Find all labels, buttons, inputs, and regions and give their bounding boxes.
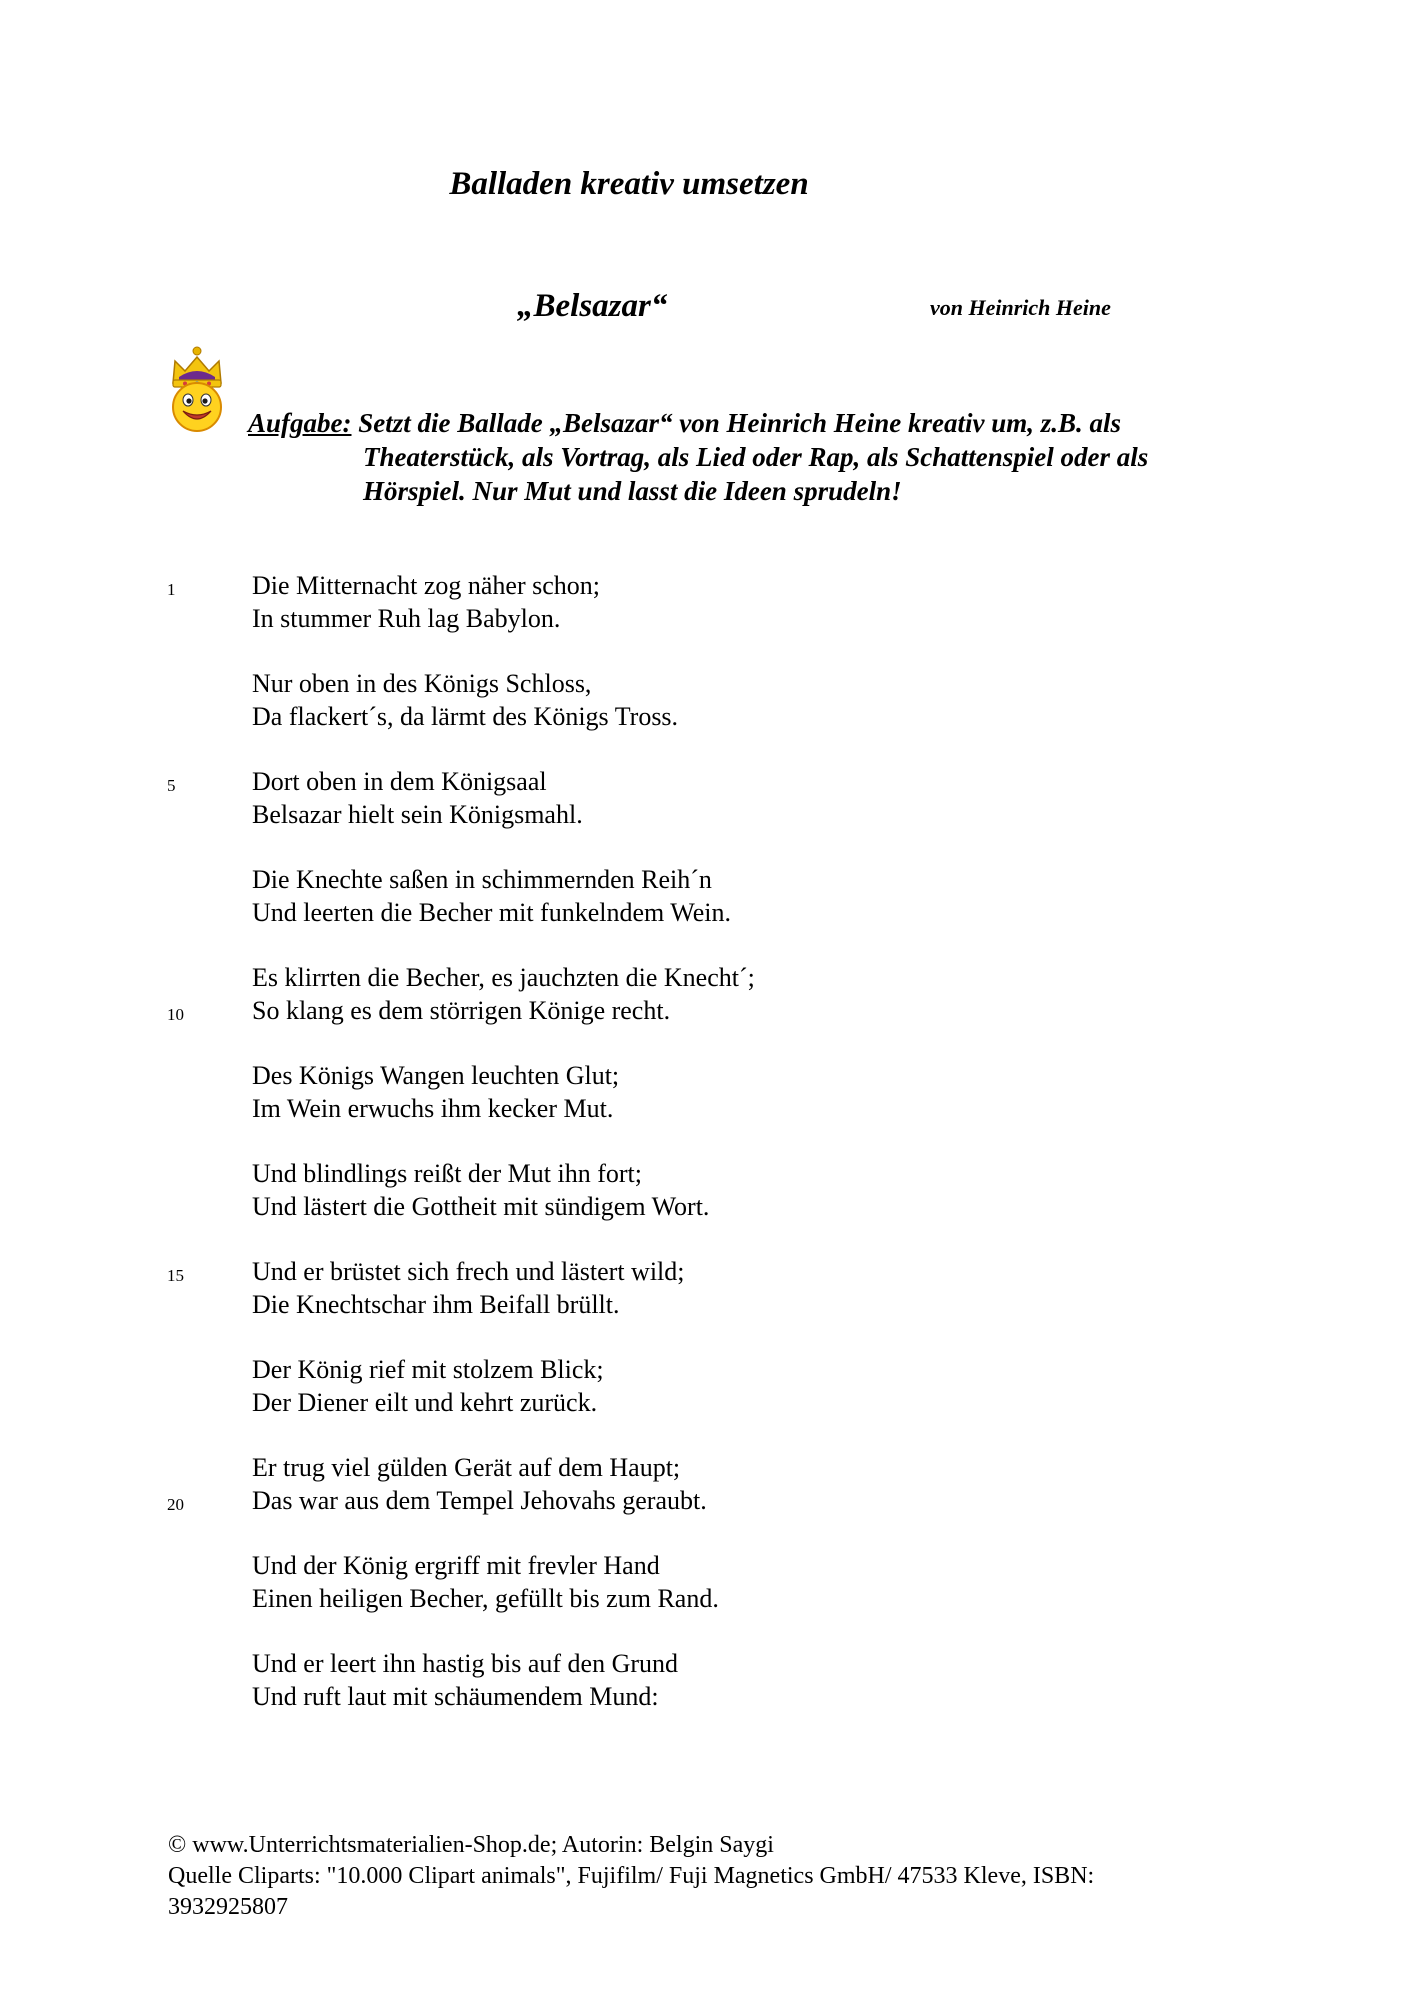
poem-line	[0, 571, 1414, 604]
poem-line	[0, 800, 1414, 833]
poem-line	[0, 604, 1414, 637]
clipart-source-line: Quelle Cliparts: "10.000 Clipart animals", Fujifilm/ Fuji Magnetics GmbH/ 47533 Kleve, ISBN:	[168, 1863, 1095, 1889]
verse-text: Und ruft laut mit schäumendem Mund:	[252, 1682, 659, 1711]
verse-text: Er trug viel gülden Gerät auf dem Haupt;	[252, 1453, 681, 1482]
verse-text: Der König rief mit stolzem Blick;	[252, 1355, 604, 1384]
poem-line	[0, 767, 1414, 800]
stanza-gap	[0, 1127, 1414, 1159]
poem-line	[0, 1159, 1414, 1192]
line-number: 5	[167, 776, 176, 795]
verse-text: Im Wein erwuchs ihm kecker Mut.	[252, 1094, 614, 1123]
verse-text: Und blindlings reißt der Mut ihn fort;	[252, 1159, 642, 1188]
poem-line	[0, 1649, 1414, 1682]
task-line-1: Setzt die Ballade „Belsazar“ von Heinrich Heine kreativ um, z.B. als	[351, 408, 1122, 438]
stanza-gap	[0, 1029, 1414, 1061]
verse-text: Die Mitternacht zog näher schon;	[252, 571, 600, 600]
poem-line	[0, 898, 1414, 931]
line-number: 15	[167, 1266, 184, 1285]
stanza-gap	[0, 735, 1414, 767]
task-line-2: Theaterstück, als Vortrag, als Lied oder Rap, als Schattenspiel oder als	[363, 442, 1149, 472]
poem-line	[0, 1257, 1414, 1290]
line-number: 20	[167, 1495, 184, 1514]
copyright-line: © www.Unterrichtsmaterialien-Shop.de; Autorin: Belgin Saygi	[168, 1832, 774, 1858]
verse-text: Und der König ergriff mit frevler Hand	[252, 1551, 660, 1580]
poem-line	[0, 1682, 1414, 1715]
ballad-title: „Belsazar“	[517, 288, 668, 324]
poem-line	[0, 996, 1414, 1029]
verse-text: Und leerten die Becher mit funkelndem Wein.	[252, 898, 731, 927]
line-number: 10	[167, 1005, 184, 1024]
task-line-3: Hörspiel. Nur Mut und lasst die Ideen sprudeln!	[363, 476, 902, 506]
verse-text: So klang es dem störrigen Könige recht.	[252, 996, 671, 1025]
poem-line	[0, 1094, 1414, 1127]
verse-text: Und er leert ihn hastig bis auf den Grund	[252, 1649, 679, 1678]
poem-line	[0, 865, 1414, 898]
poem-line	[0, 1061, 1414, 1094]
poem-line	[0, 1192, 1414, 1225]
verse-text: Die Knechtschar ihm Beifall brüllt.	[252, 1290, 620, 1319]
poem-line	[0, 963, 1414, 996]
verse-text: Des Königs Wangen leuchten Glut;	[252, 1061, 620, 1090]
stanza-gap	[0, 1323, 1414, 1355]
verse-text: Belsazar hielt sein Königsmahl.	[252, 800, 583, 829]
verse-text: Der Diener eilt und kehrt zurück.	[252, 1388, 598, 1417]
crowned-smiley-icon	[165, 345, 229, 435]
stanza-gap	[0, 1225, 1414, 1257]
stanza-gap	[0, 637, 1414, 669]
verse-text: Da flackert´s, da lärmt des Königs Tross.	[252, 702, 679, 731]
footer	[168, 1830, 1288, 1923]
verse-text: Es klirrten die Becher, es jauchzten die Knecht´;	[252, 963, 755, 992]
verse-text: Nur oben in des Königs Schloss,	[252, 669, 592, 698]
task-instructions	[248, 406, 1258, 508]
verse-text: Die Knechte saßen in schimmernden Reih´n	[252, 865, 712, 894]
poem-line	[0, 1290, 1414, 1323]
verse-text: Dort oben in dem Königsaal	[252, 767, 547, 796]
poem-line	[0, 1355, 1414, 1388]
poem-line	[0, 1486, 1414, 1519]
line-number: 1	[167, 580, 176, 599]
verse-text: Und lästert die Gottheit mit sündigem Wort.	[252, 1192, 710, 1221]
stanza-gap	[0, 1617, 1414, 1649]
stanza-gap	[0, 833, 1414, 865]
poem	[0, 571, 1414, 1715]
isbn-line: 3932925807	[168, 1894, 288, 1920]
verse-text: Einen heiligen Becher, gefüllt bis zum Rand.	[252, 1584, 719, 1613]
author-name: von Heinrich Heine	[930, 295, 1111, 320]
poem-line	[0, 702, 1414, 735]
page-heading-text: Balladen kreativ umsetzen	[449, 166, 809, 202]
poem-line	[0, 1551, 1414, 1584]
poem-line	[0, 1584, 1414, 1617]
poem-line	[0, 1388, 1414, 1421]
stanza-gap	[0, 931, 1414, 963]
stanza-gap	[0, 1421, 1414, 1453]
verse-text: Das war aus dem Tempel Jehovahs geraubt.	[252, 1486, 707, 1515]
verse-text: In stummer Ruh lag Babylon.	[252, 604, 561, 633]
task-label: Aufgabe:	[248, 408, 352, 438]
page-heading	[0, 166, 1414, 203]
stanza-gap	[0, 1519, 1414, 1551]
poem-line	[0, 669, 1414, 702]
poem-line	[0, 1453, 1414, 1486]
verse-text: Und er brüstet sich frech und lästert wild;	[252, 1257, 685, 1286]
